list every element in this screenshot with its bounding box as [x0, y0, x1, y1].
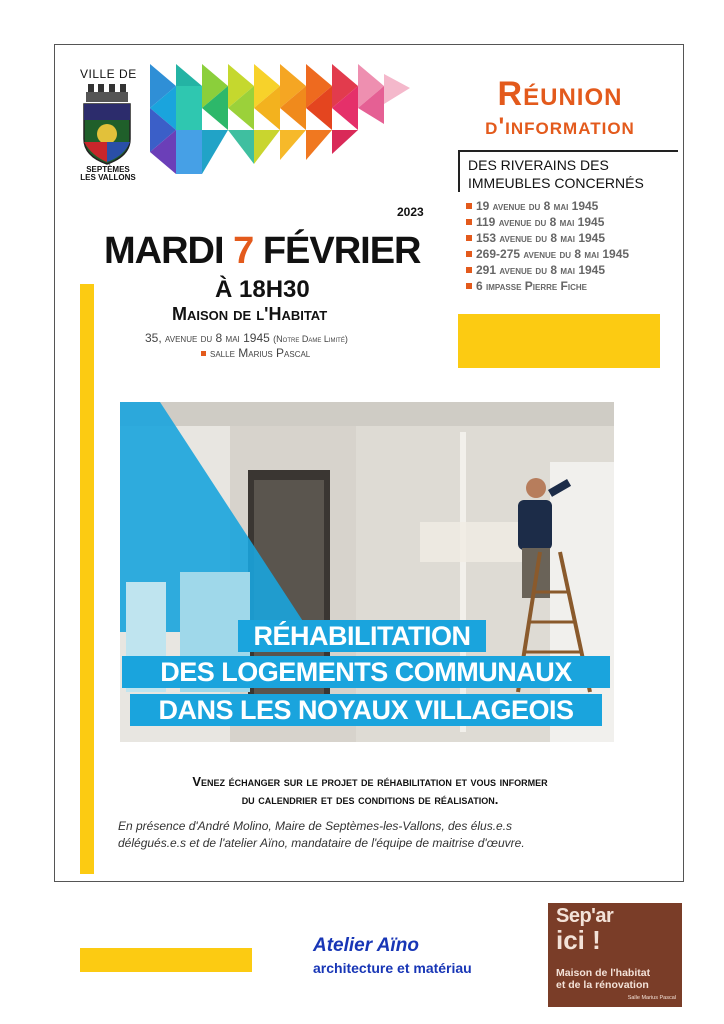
- event-street: [145, 331, 348, 345]
- event-street-note: (Notre Dame Limité): [273, 334, 348, 344]
- septemes-label: [78, 166, 138, 182]
- event-room-text: salle Marius Pascal: [210, 346, 311, 360]
- triangle-mosaic-image: [150, 64, 410, 174]
- yellow-bar-bottom: [80, 948, 252, 972]
- riverains-heading: [458, 150, 678, 192]
- septemes-text: SEPTÈMES: [86, 165, 130, 174]
- event-room: [201, 346, 310, 360]
- reunion-word: Réunion: [497, 75, 623, 113]
- city-crest-icon: [82, 84, 132, 166]
- separ-subtitle-line-2: et de la rénovation: [556, 979, 649, 991]
- information-word: d'information: [485, 113, 635, 140]
- presence-line-1: En présence d'André Molino, Maire de Septèmes-les-Vallons, des élus.e.s: [118, 819, 513, 833]
- banner-line-3: DANS LES NOYAUX VILLAGEOIS: [130, 694, 602, 726]
- yellow-bar-left: [80, 284, 94, 874]
- banner-line-1: RÉHABILITATION: [238, 620, 486, 652]
- separ-subtitle-line-1: Maison de l'habitat: [556, 967, 651, 979]
- event-date: [104, 230, 444, 273]
- event-time: À 18H30: [215, 276, 310, 303]
- banner-line-2: DES LOGEMENTS COMMUNAUX: [122, 656, 610, 688]
- ville-de-label: VILLE DE: [80, 67, 137, 81]
- address-item: 19 avenue du 8 mai 1945: [466, 198, 676, 214]
- atelier-aino-tagline: architecture et matériau: [313, 960, 472, 976]
- invitation-line-1: Venez échanger sur le projet de réhabilitation et vous informer: [192, 774, 548, 789]
- separ-title: Sep'ar: [556, 905, 614, 927]
- renovation-photo: [120, 402, 614, 742]
- separ-subtitle: [556, 967, 650, 991]
- address-item: 269-275 avenue du 8 mai 1945: [466, 246, 676, 262]
- address-item: 119 avenue du 8 mai 1945: [466, 214, 676, 230]
- event-day: MARDI: [104, 230, 224, 272]
- riverains-line-2: IMMEUBLES CONCERNÉS: [468, 175, 644, 191]
- reunion-title: [440, 77, 680, 139]
- address-item: 153 avenue du 8 mai 1945: [466, 230, 676, 246]
- separ-ici-logo: [548, 903, 682, 1007]
- event-year: 2023: [397, 205, 424, 219]
- presence-line-2: délégués.e.s et de l'atelier Aïno, mandataire de l'équipe de maitrise d'œuvre.: [118, 836, 525, 850]
- address-list: [466, 198, 676, 294]
- yellow-block-right: [458, 314, 660, 368]
- les-vallons-text: LES VALLONS: [80, 173, 136, 182]
- address-item: 291 avenue du 8 mai 1945: [466, 262, 676, 278]
- presence-text: [118, 818, 638, 852]
- atelier-aino-logo: Atelier Aïno: [313, 935, 419, 956]
- event-day-number: 7: [233, 230, 254, 272]
- riverains-line-1: DES RIVERAINS DES: [468, 157, 609, 173]
- separ-room: Salle Marius Pascal: [627, 995, 676, 1001]
- event-month: FÉVRIER: [262, 230, 421, 272]
- invitation-line-2: du calendrier et des conditions de réalisation.: [241, 792, 499, 807]
- address-item: 6 impasse Pierre Fiche: [466, 278, 676, 294]
- separ-ici: ici !: [556, 925, 601, 955]
- invitation-text: [110, 773, 630, 809]
- event-venue: Maison de l'Habitat: [172, 304, 328, 324]
- event-street-text: 35, avenue du 8 mai 1945: [145, 331, 270, 345]
